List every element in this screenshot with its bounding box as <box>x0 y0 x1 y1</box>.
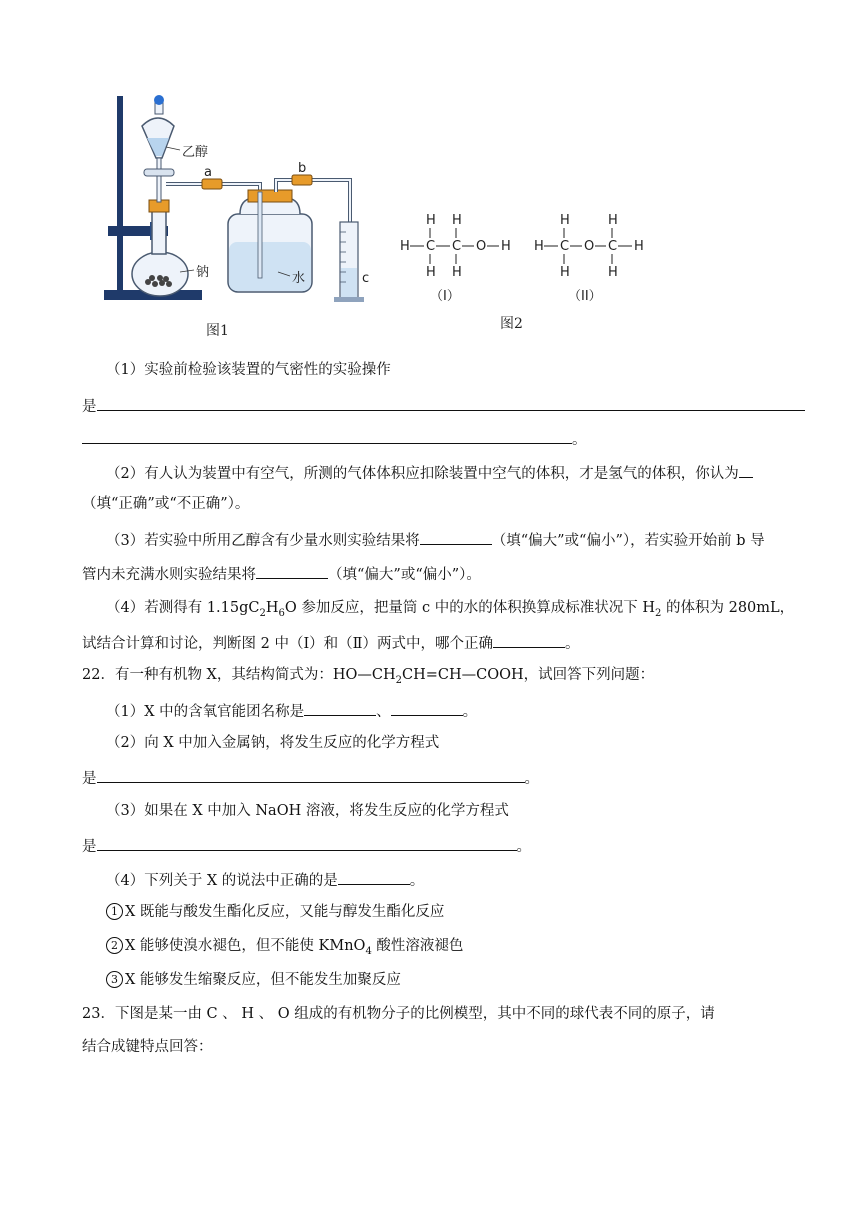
svg-text:H: H <box>501 239 511 254</box>
q22-p3-answer-blank[interactable] <box>97 835 517 851</box>
label-c: c <box>362 271 370 286</box>
q21-p2-line1: （2）有人认为装置中有空气，所测的气体体积应扣除装置中空气的体积，才是氢气的体积，你认为 <box>106 462 753 484</box>
figure-1-apparatus <box>100 92 380 312</box>
option-1-circle-icon: 1 <box>106 903 123 920</box>
label-sodium: 钠 <box>196 265 210 280</box>
q22-option-1: 1 X 既能与酸发生酯化反应，又能与醇发生酯化反应 <box>106 902 444 922</box>
option-2-circle-icon: 2 <box>106 937 123 954</box>
svg-text:C: C <box>560 239 570 254</box>
formula-II <box>534 213 644 304</box>
label-water: 水 <box>292 271 306 286</box>
figure-2-caption: 图2 <box>500 316 523 332</box>
q22-p2-line1: （2）向 X 中加入金属钠，将发生反应的化学方程式 <box>106 735 440 751</box>
label-b: b <box>298 161 307 176</box>
q21-p1-answer-blank-2[interactable] <box>82 428 572 444</box>
q22-p1-answer-blank-2[interactable] <box>391 700 463 716</box>
q21-p4-line1: （4）若测得有 $1.15gC_2H_6O$ 参加反应，把量筒 c 中的水的体积换算成标准状况下 $H_2$ 的体积为 280mL， <box>106 600 795 619</box>
svg-text:O: O <box>584 239 595 254</box>
q21-p3-line2: 管内未充满水则实验结果将 （填“偏大”或“偏小”）。 <box>82 563 481 585</box>
formula-I-label: （I） <box>430 289 460 304</box>
label-a: a <box>204 165 212 180</box>
svg-text:H: H <box>634 239 644 254</box>
formula-I <box>400 213 511 304</box>
q22-p3-line2: 是 。 <box>82 835 531 857</box>
svg-text:H: H <box>452 265 462 280</box>
label-ethanol: 乙醇 <box>182 145 209 160</box>
q21-p1-line1: （1）实验前检验该装置的气密性的实验操作 <box>106 362 391 378</box>
q22-p2-answer-blank[interactable] <box>97 767 525 783</box>
svg-text:C: C <box>452 239 462 254</box>
q22-p3-line1: （3）如果在 X 中加入 NaOH 溶液，将发生反应的化学方程式 <box>106 803 509 819</box>
svg-text:C: C <box>608 239 618 254</box>
svg-text:H: H <box>452 213 462 228</box>
svg-text:H: H <box>608 213 618 228</box>
q21-p2-answer-blank[interactable] <box>739 462 753 478</box>
q22-option-2: 2 X 能够使溴水褪色，但不能使 KMnO$_4$ 酸性溶液褪色 <box>106 936 463 962</box>
q23-line1: 23．下图是某一由 C 、 H 、 O 组成的有机物分子的比例模型，其中不同的球代表不同的原子，请 <box>82 1006 715 1022</box>
q21-p3-answer-blank-1[interactable] <box>420 529 492 545</box>
svg-text:C: C <box>426 239 436 254</box>
svg-text:H: H <box>426 265 436 280</box>
svg-text:H: H <box>560 213 570 228</box>
q22-p4: （4）下列关于 X 的说法中正确的是 。 <box>106 869 424 891</box>
q22-p1-answer-blank-1[interactable] <box>304 700 376 716</box>
q21-p1-line2: 是 <box>82 395 805 417</box>
q23-line2: 结合成键特点回答： <box>82 1039 213 1055</box>
q22-stem: 22．有一种有机物 X，其结构简式为：$HO—CH_2CH=CH—COOH$，试回答下列问题： <box>82 667 655 686</box>
svg-text:H: H <box>534 239 544 254</box>
q22-p4-answer-blank[interactable] <box>338 869 410 885</box>
q22-option-3: 3 X 能够发生缩聚反应，但不能发生加聚反应 <box>106 970 401 990</box>
q21-p1-answer-blank-1[interactable] <box>97 395 805 411</box>
q21-p4-line2: 试结合计算和讨论，判断图 2 中（Ⅰ）和（Ⅱ）两式中，哪个正确 。 <box>82 632 580 654</box>
q22-p1: （1）X 中的含氧官能团名称是 、 。 <box>106 700 477 722</box>
q21-p2-line2: （填“正确”或“不正确”）。 <box>82 496 250 512</box>
svg-text:H: H <box>608 265 618 280</box>
svg-text:O: O <box>476 239 487 254</box>
option-3-circle-icon: 3 <box>106 971 123 988</box>
svg-text:H: H <box>426 213 436 228</box>
svg-text:H: H <box>560 265 570 280</box>
q21-p4-answer-blank[interactable] <box>493 632 565 648</box>
svg-text:H: H <box>400 239 410 254</box>
figure-1-caption: 图1 <box>206 323 229 339</box>
q21-p3-line1: （3）若实验中所用乙醇含有少量水则实验结果将 （填“偏大”或“偏小”），若实验开始前 b 导 <box>106 529 765 551</box>
q22-p2-line2: 是 。 <box>82 767 539 789</box>
figure-2-formulas <box>396 206 656 306</box>
q21-p1-line3: 。 <box>82 428 587 450</box>
formula-II-label: （II） <box>568 289 602 304</box>
q21-p3-answer-blank-2[interactable] <box>256 563 328 579</box>
